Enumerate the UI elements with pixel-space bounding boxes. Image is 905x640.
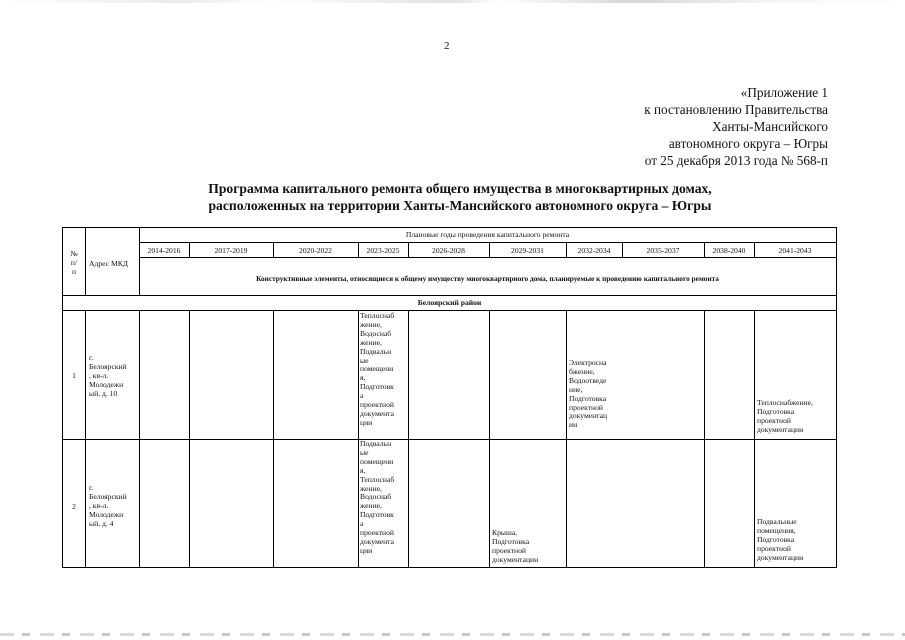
- scan-edge-bottom: [0, 633, 905, 636]
- header-planned-years: Плановые годы проведения капитального ремонта: [405, 230, 570, 239]
- document-title: [150, 180, 770, 214]
- period-header: 2017-2019: [214, 246, 248, 255]
- row-address: г. Белоярский , кв-л. Молодежн ый, д. 4: [89, 483, 127, 528]
- period-header: 2035-2037: [646, 246, 680, 255]
- row-cell-2041-2043: Теплоснабжение, Подготовка проектной документации: [757, 398, 813, 434]
- period-header: 2041-2043: [778, 246, 812, 255]
- scan-edge-top: [0, 0, 905, 3]
- row-cell-2041-2043: Подвальные помещения, Подготовка проектной документации: [757, 517, 804, 562]
- appendix-line: Ханты-Мансийского: [712, 119, 828, 134]
- row-cell-2029-2031: Крыша, Подготовка проектной документации: [492, 528, 539, 564]
- row-number: 1: [72, 371, 76, 380]
- period-header: 2032-2034: [577, 246, 611, 255]
- appendix-line: от 25 декабря 2013 года № 568-п: [644, 153, 828, 168]
- district-label: Белоярский район: [417, 298, 482, 307]
- appendix-line: автономного округа – Югры: [668, 136, 828, 151]
- appendix-block: [644, 84, 828, 169]
- col-divider: [85, 228, 86, 295]
- title-line-1: Программа капитального ремонта общего имущества в многоквартирных домах,: [208, 181, 712, 196]
- row-cell-2032-2034: Электроcна бжение, Водоотведе ние, Подготовка проектной документац ии: [569, 358, 608, 430]
- page-number: 2: [444, 40, 450, 52]
- row-divider: [63, 439, 836, 440]
- col-divider: [754, 310, 755, 567]
- appendix-line: «Приложение 1: [740, 85, 828, 100]
- row-address: г. Белоярский , кв-л. Молодежн ый, д. 10: [89, 353, 127, 398]
- col-divider: [489, 310, 490, 567]
- col-divider: [408, 310, 409, 567]
- period-header: 2026-2028: [432, 246, 465, 255]
- appendix-line: к постановлению Правительства: [644, 102, 828, 117]
- title-line-2: расположенных на территории Ханты-Мансийского автономного округа – Югры: [208, 198, 712, 213]
- structural-elements-note: Конструктивные элементы, относящиеся к общему имуществу многоквартирного дома, планируемые к проведению капитального ремонта: [256, 274, 719, 283]
- col-divider: [566, 310, 567, 567]
- row-number: 2: [72, 502, 76, 511]
- col-divider: [85, 310, 86, 567]
- col-divider: [273, 310, 274, 567]
- row-cell-2023-2025: Подвальн ые помещени я, Теплоснаб жение, Водоснаб жение, Подготовк а проектной документа ции: [360, 439, 395, 555]
- header-number: № п/ п: [70, 249, 78, 276]
- period-header: 2014-2016: [147, 246, 181, 255]
- period-header: 2020-2022: [299, 246, 332, 255]
- row-cell-2023-2025: Теплоснаб жение, Водоснаб жение, Подвальн ые помещени я, Подготовк а проектной документа ции: [360, 311, 395, 427]
- row-divider: [139, 242, 836, 243]
- capital-repair-table: [62, 227, 837, 568]
- period-header: 2029-2031: [511, 246, 544, 255]
- col-divider: [704, 310, 705, 567]
- period-header: 2038-2040: [712, 246, 746, 255]
- row-divider: [139, 257, 836, 258]
- col-divider: [358, 310, 359, 567]
- col-divider: [189, 310, 190, 567]
- header-address: Адрес МКД: [89, 259, 128, 268]
- period-header: 2023-2025: [366, 246, 400, 255]
- col-divider: [139, 310, 140, 567]
- row-divider: [63, 310, 836, 311]
- row-divider: [63, 295, 836, 296]
